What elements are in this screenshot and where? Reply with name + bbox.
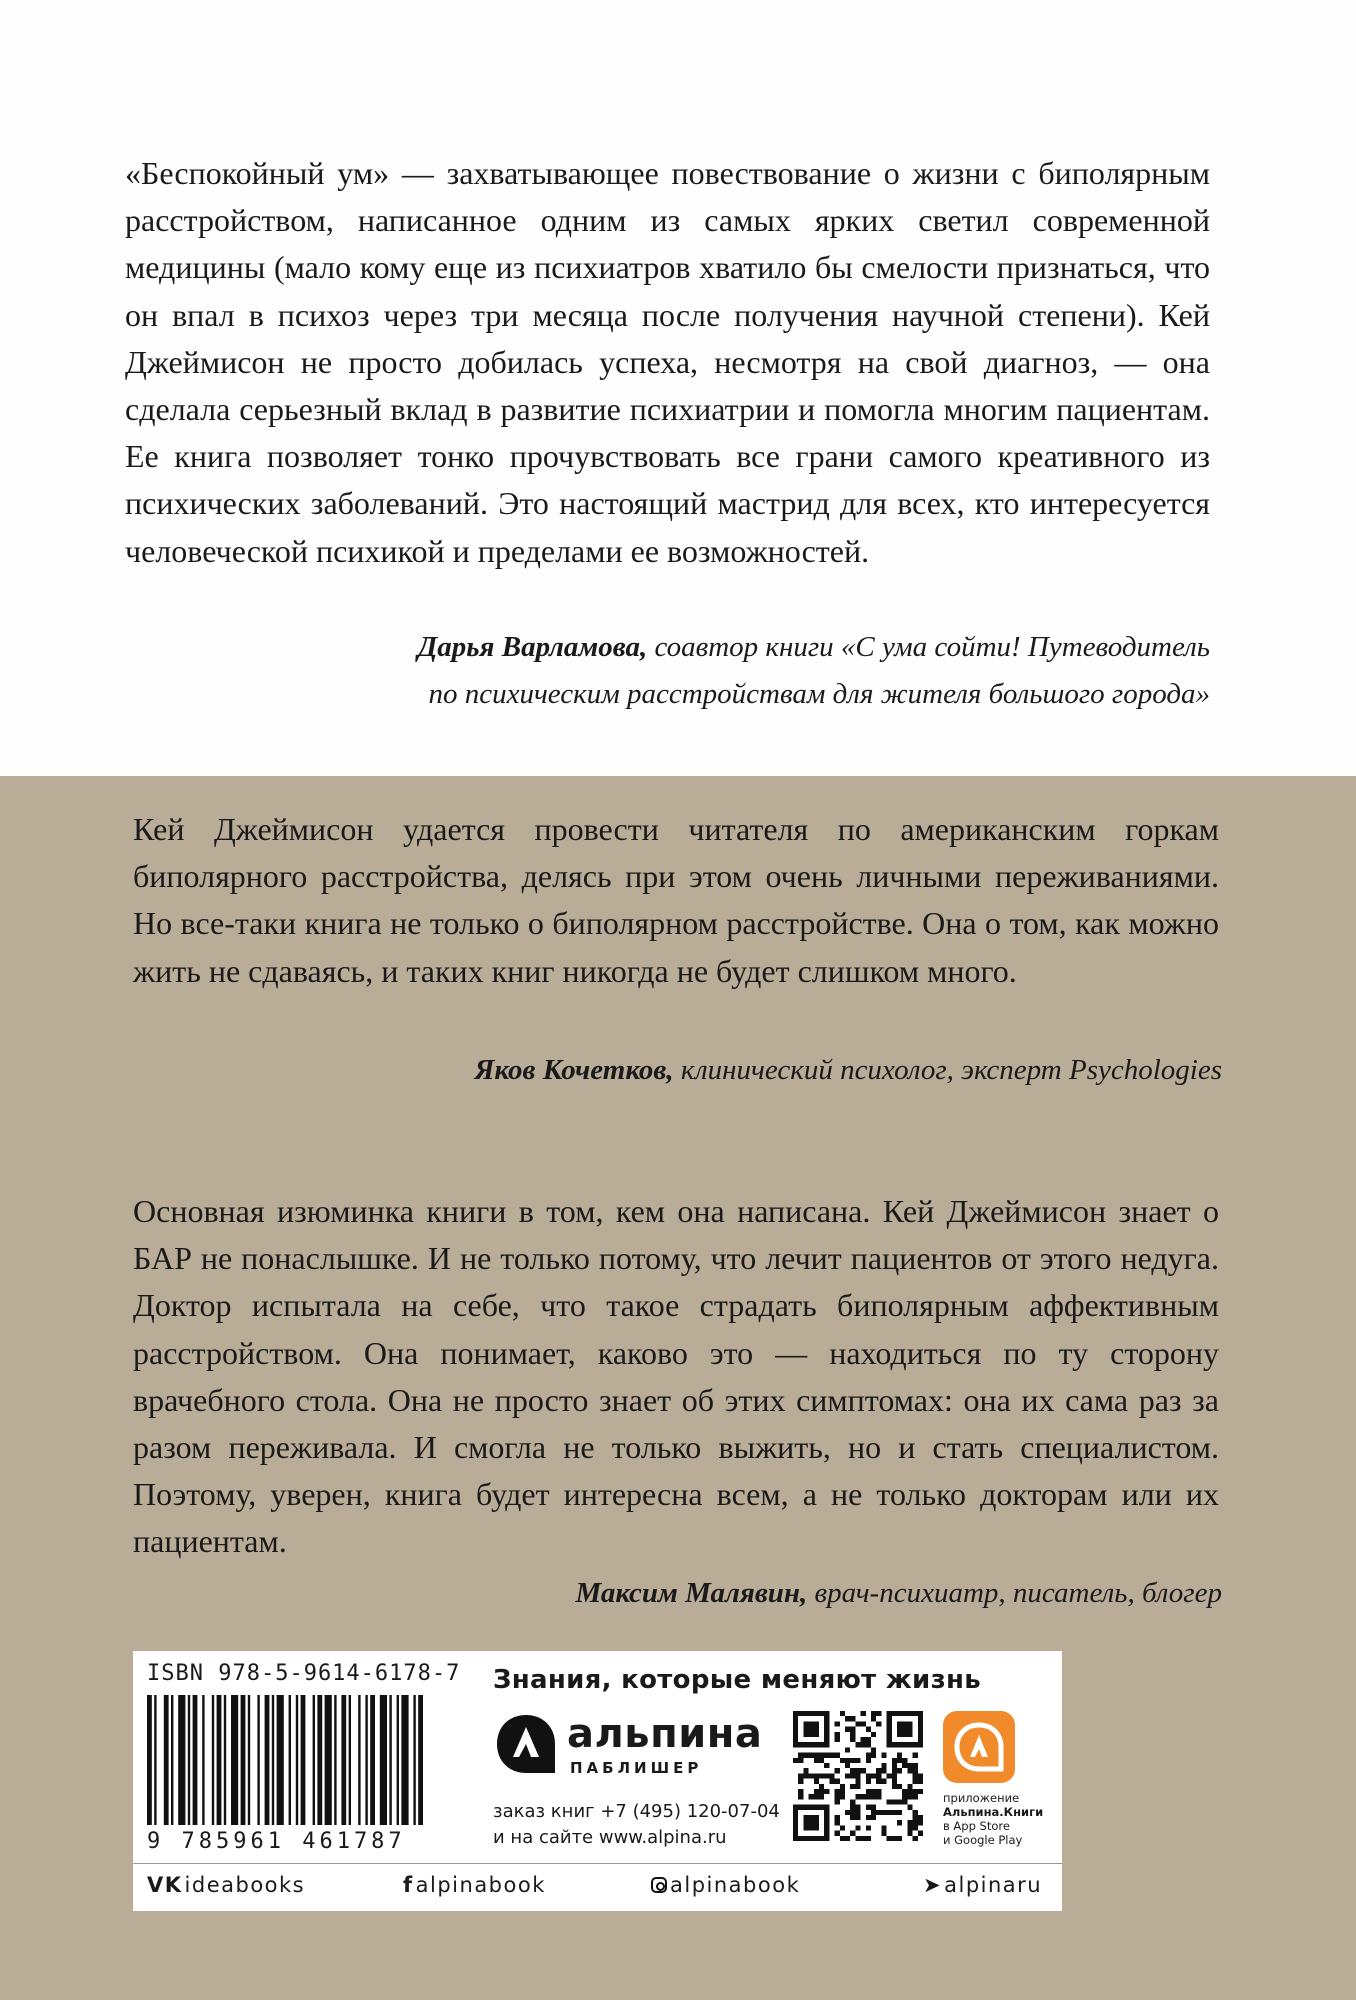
author-malyavin: Максим Малявин, xyxy=(575,1577,808,1609)
alpina-books-app-icon xyxy=(943,1711,1015,1783)
barcode-digits: 9 785961 461787 xyxy=(147,1829,406,1854)
social-vk-label: ideabooks xyxy=(184,1873,306,1897)
order-website: и на сайте www.alpina.ru xyxy=(493,1827,727,1848)
app-name: Альпина.Книги xyxy=(943,1805,1044,1819)
publisher-info-panel xyxy=(133,1651,1062,1911)
qr-code-image xyxy=(793,1711,923,1841)
quote-malyavin-attribution xyxy=(200,1570,1222,1617)
quote-varlamova-attribution xyxy=(200,624,1210,718)
order-info xyxy=(493,1799,780,1851)
publisher-name: альпина xyxy=(567,1711,763,1757)
panel-divider xyxy=(133,1863,1062,1864)
alpina-logo-icon xyxy=(493,1711,559,1777)
barcode-image xyxy=(147,1695,483,1825)
instagram-icon xyxy=(651,1877,667,1893)
social-facebook-label: alpinabook xyxy=(415,1873,546,1897)
role-varlamova-line1: соавтор книги «С ума сойти! Путеводитель xyxy=(647,631,1210,663)
social-instagram-label: alpinabook xyxy=(670,1873,801,1897)
isbn-text: ISBN 978-5-9614-6178-7 xyxy=(147,1661,461,1686)
publisher-subtitle: ПАБЛИШЕР xyxy=(570,1759,703,1777)
role-malyavin: врач-психиатр, писатель, блогер xyxy=(807,1577,1222,1609)
social-vk[interactable] xyxy=(147,1873,305,1897)
role-varlamova-line2: по психическим расстройствам для жителя большого города» xyxy=(428,678,1210,710)
google-play-line: и Google Play xyxy=(943,1833,1023,1847)
quote-malyavin-text: Основная изюминка книги в том, кем она написана. Кей Джеймисон знает о БАР не понаслышке. И не только потому, что лечит пациентов от этого недуга. Доктор испытала на себе, что такое страдать биполярным аффективным расстройством. Она понимает, каково это — находиться по ту сторону врачебного стола. Она не просто знает об этих симптомах: она их сама раз за разом переживала. И смогла не только выжить, но и стать специалистом. Поэтому, уверен, книга будет интересна всем, а не только докторам или их пациентам. xyxy=(133,1193,1219,1560)
social-instagram[interactable] xyxy=(651,1873,800,1897)
facebook-icon: f xyxy=(403,1873,414,1897)
app-store-line: в App Store xyxy=(943,1819,1010,1833)
order-phone: заказ книг +7 (495) 120-07-04 xyxy=(493,1801,780,1822)
social-telegram-label: alpinaru xyxy=(944,1873,1043,1897)
social-facebook[interactable] xyxy=(403,1873,546,1897)
telegram-icon: ➤ xyxy=(923,1873,943,1897)
quote-kochetkov-attribution xyxy=(200,1047,1222,1094)
publisher-tagline: Знания, которые меняют жизнь xyxy=(493,1665,981,1695)
app-store-info xyxy=(943,1791,1043,1847)
role-kochetkov: клинический психолог, эксперт Psychologies xyxy=(673,1054,1222,1086)
author-varlamova: Дарья Варламова, xyxy=(417,631,648,663)
author-kochetkov: Яков Кочетков, xyxy=(474,1054,674,1086)
quote-varlamova-text: «Беспокойный ум» — захватывающее повествование о жизни с биполярным расстройством, написанное одним из самых ярких светил современной медицины (мало кому еще из психиатров хватило бы смелости признаться, что он впал в психоз через три месяца после получения научной степени). Кей Джеймисон не просто добилась успеха, несмотря на свой диагноз, — она сделала серьезный вклад в развитие психиатрии и помогла многим пациентам. Ее книга позволяет тонко прочувствовать все грани самого креативного из психических заболеваний. Это настоящий мастрид для всех, кто интересуется человеческой психикой и пределами ее возможностей. xyxy=(125,155,1210,569)
vk-icon: VK xyxy=(147,1873,183,1897)
social-telegram[interactable] xyxy=(923,1873,1042,1897)
quote-kochetkov-text: Кей Джеймисон удается провести читателя по американским горкам биполярного расстройства, делясь при этом очень личными переживаниями. Но все-таки книга не только о биполярном расстройстве. Она о том, как можно жить не сдаваясь, и таких книг никогда не будет слишком много. xyxy=(133,811,1219,989)
app-label: приложение xyxy=(943,1791,1020,1805)
